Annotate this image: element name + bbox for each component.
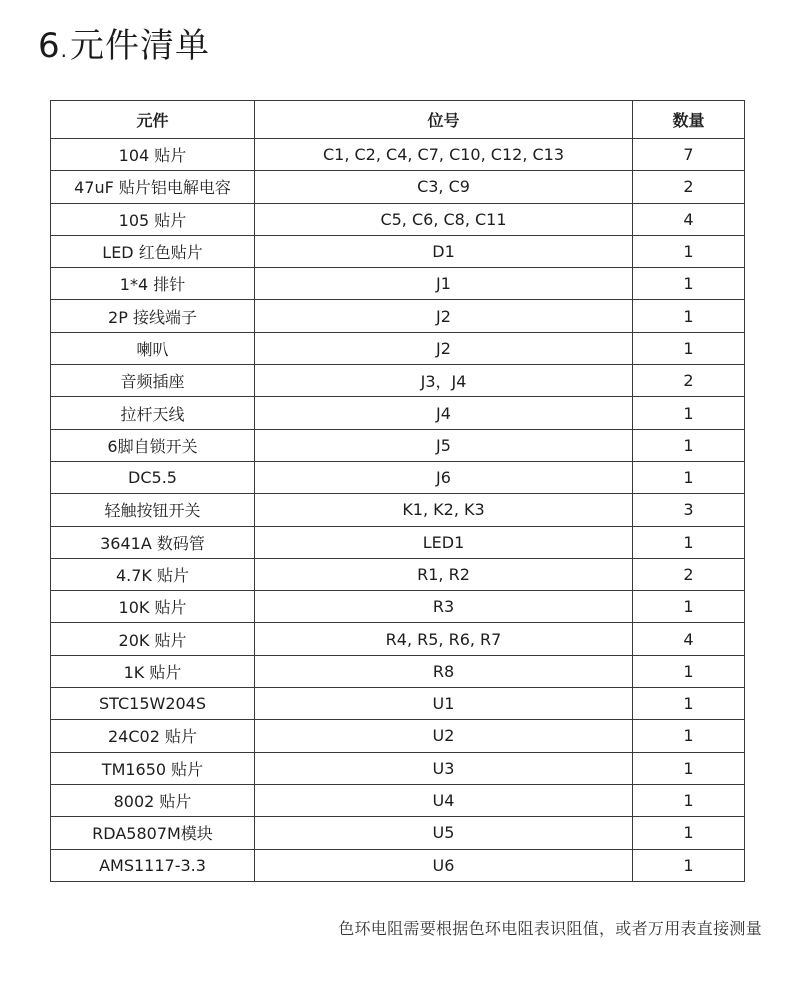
cell-designator: U3 <box>255 752 633 784</box>
table-row <box>51 817 745 849</box>
cell-component: 轻触按钮开关 <box>51 494 255 526</box>
cell-designator: R8 <box>255 655 633 687</box>
table-row <box>51 526 745 558</box>
cell-designator: J6 <box>255 461 633 493</box>
cell-component: TM1650 贴片 <box>51 752 255 784</box>
cell-designator: K1, K2, K3 <box>255 494 633 526</box>
cell-quantity: 1 <box>633 752 745 784</box>
cell-component: 1*4 排针 <box>51 268 255 300</box>
cell-designator: J1 <box>255 268 633 300</box>
section-number: 6 <box>38 26 61 66</box>
section-title-text: 元件清单 <box>70 26 210 66</box>
cell-designator: LED1 <box>255 526 633 558</box>
cell-designator: R3 <box>255 591 633 623</box>
table-row <box>51 332 745 364</box>
cell-component: 拉杆天线 <box>51 397 255 429</box>
cell-designator: D1 <box>255 235 633 267</box>
cell-component: 24C02 贴片 <box>51 720 255 752</box>
cell-component: LED 红色贴片 <box>51 235 255 267</box>
cell-designator: R1, R2 <box>255 558 633 590</box>
cell-component: DC5.5 <box>51 461 255 493</box>
cell-quantity: 1 <box>633 784 745 816</box>
cell-component: 6脚自锁开关 <box>51 429 255 461</box>
table-row <box>51 203 745 235</box>
table-row <box>51 397 745 429</box>
cell-designator: C3, C9 <box>255 171 633 203</box>
table-body <box>51 139 745 882</box>
table-row <box>51 300 745 332</box>
cell-quantity: 2 <box>633 558 745 590</box>
cell-quantity: 3 <box>633 494 745 526</box>
table-row <box>51 235 745 267</box>
component-list-table <box>50 100 745 882</box>
cell-component: 47uF 贴片铝电解电容 <box>51 171 255 203</box>
cell-quantity: 4 <box>633 623 745 655</box>
cell-component: 8002 贴片 <box>51 784 255 816</box>
table-row <box>51 752 745 784</box>
cell-quantity: 4 <box>633 203 745 235</box>
cell-designator: J4 <box>255 397 633 429</box>
cell-quantity: 2 <box>633 365 745 397</box>
table-row <box>51 171 745 203</box>
header-designator: 位号 <box>255 101 633 139</box>
page-title <box>38 18 210 67</box>
cell-quantity: 2 <box>633 171 745 203</box>
table-row <box>51 558 745 590</box>
cell-designator: C1, C2, C4, C7, C10, C12, C13 <box>255 139 633 171</box>
cell-quantity: 1 <box>633 429 745 461</box>
cell-quantity: 1 <box>633 688 745 720</box>
cell-quantity: 1 <box>633 235 745 267</box>
cell-quantity: 7 <box>633 139 745 171</box>
cell-designator: U5 <box>255 817 633 849</box>
cell-designator: U2 <box>255 720 633 752</box>
cell-designator: J3，J4 <box>255 365 633 397</box>
cell-quantity: 1 <box>633 720 745 752</box>
table-row <box>51 494 745 526</box>
table-row <box>51 429 745 461</box>
cell-component: 喇叭 <box>51 332 255 364</box>
cell-quantity: 1 <box>633 591 745 623</box>
table-row <box>51 784 745 816</box>
cell-designator: J5 <box>255 429 633 461</box>
cell-component: 1K 贴片 <box>51 655 255 687</box>
cell-component: 2P 接线端子 <box>51 300 255 332</box>
cell-component: STC15W204S <box>51 688 255 720</box>
cell-designator: U6 <box>255 849 633 881</box>
header-component: 元件 <box>51 101 255 139</box>
cell-quantity: 1 <box>633 332 745 364</box>
cell-component: 10K 贴片 <box>51 591 255 623</box>
cell-designator: U1 <box>255 688 633 720</box>
cell-quantity: 1 <box>633 655 745 687</box>
cell-component: 104 贴片 <box>51 139 255 171</box>
cell-component: 105 贴片 <box>51 203 255 235</box>
cell-component: 音频插座 <box>51 365 255 397</box>
section-separator: . <box>60 38 68 62</box>
table-row <box>51 849 745 881</box>
cell-quantity: 1 <box>633 461 745 493</box>
cell-component: 20K 贴片 <box>51 623 255 655</box>
table-header-row <box>51 101 745 139</box>
table-row <box>51 365 745 397</box>
cell-designator: J2 <box>255 300 633 332</box>
table-row <box>51 461 745 493</box>
table-row <box>51 139 745 171</box>
footnote: 色环电阻需要根据色环电阻表识阻值，或者万用表直接测量 <box>338 919 762 938</box>
cell-designator: J2 <box>255 332 633 364</box>
header-quantity: 数量 <box>633 101 745 139</box>
cell-designator: C5, C6, C8, C11 <box>255 203 633 235</box>
cell-component: 3641A 数码管 <box>51 526 255 558</box>
cell-designator: R4, R5, R6, R7 <box>255 623 633 655</box>
table-row <box>51 591 745 623</box>
cell-quantity: 1 <box>633 300 745 332</box>
cell-component: AMS1117-3.3 <box>51 849 255 881</box>
table-row <box>51 268 745 300</box>
cell-quantity: 1 <box>633 526 745 558</box>
cell-quantity: 1 <box>633 397 745 429</box>
cell-quantity: 1 <box>633 849 745 881</box>
table-row <box>51 655 745 687</box>
cell-component: 4.7K 贴片 <box>51 558 255 590</box>
table-row <box>51 688 745 720</box>
cell-quantity: 1 <box>633 268 745 300</box>
table-row <box>51 720 745 752</box>
table-row <box>51 623 745 655</box>
cell-component: RDA5807M模块 <box>51 817 255 849</box>
cell-designator: U4 <box>255 784 633 816</box>
cell-quantity: 1 <box>633 817 745 849</box>
